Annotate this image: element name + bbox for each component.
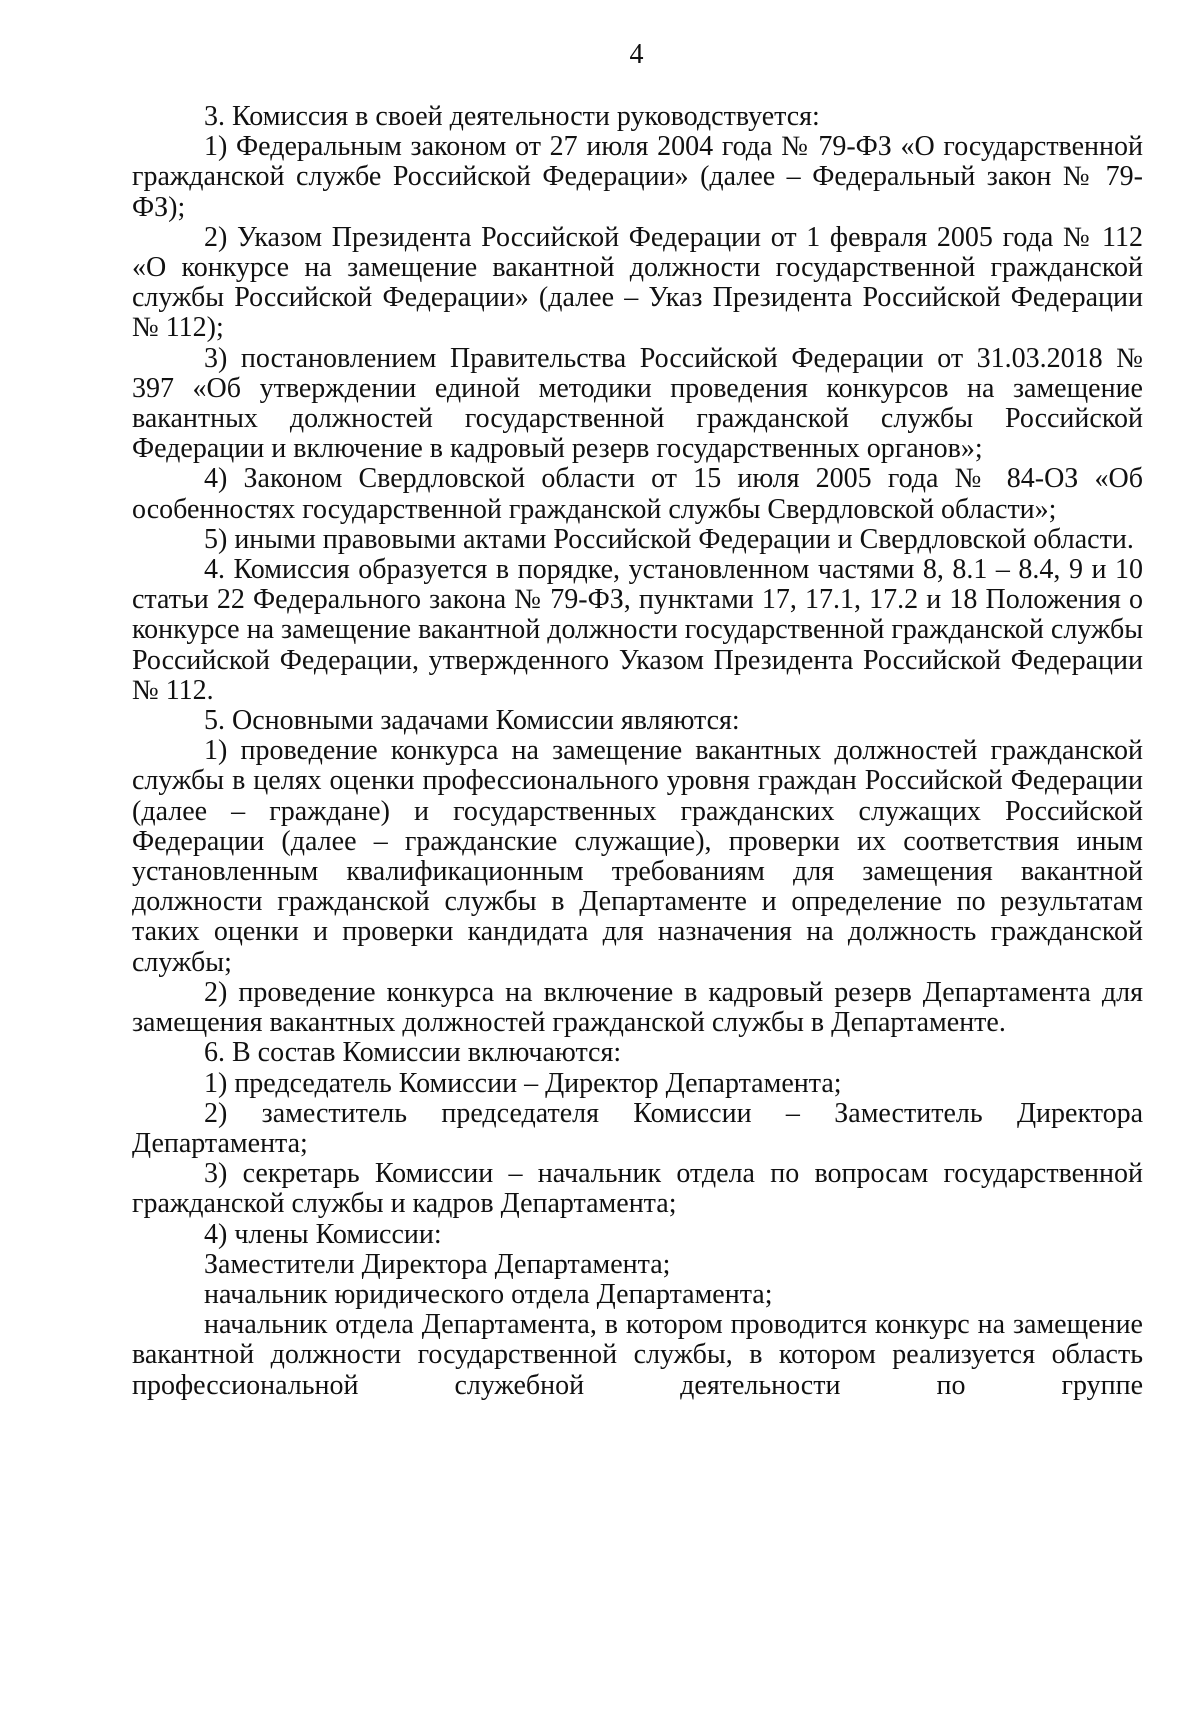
- paragraph-3-heading: 3. Комиссия в своей деятельности руководствуется:: [204, 101, 820, 132]
- list-item-task-2: 2) проведение конкурса на включение в кадровый резерв Департамента для замещения вакантных должностей гражданской службы в Департаменте.: [132, 976, 1143, 1039]
- list-item-task-1: 1) проведение конкурса на замещение вакантных должностей гражданской службы в целях оценки профессионального уровня граждан Российской Федерации (далее – граждане) и государственных гражданских служащих Российской Федерации (далее – гражданские служащие), проверки их соответствия иным установленным квалификационным требованиям для замещения вакантной должности гражданской службы в Департаменте и определение по результатам таких оценки и проверки кандидата для назначения на должность гражданской службы;: [132, 735, 1143, 978]
- list-item-federal-law: 1) Федеральным законом от 27 июля 2004 года № 79-ФЗ «О государственной гражданской службе Российской Федерации» (далее – Федеральный закон № 79-ФЗ);: [132, 131, 1143, 223]
- member-department-head: начальник отдела Департамента, в котором проводится конкурс на замещение вакантной должности государственной службы, в котором реализуется область профессиональной служебной деятельности по группе: [132, 1309, 1143, 1401]
- list-item-other-acts: 5) иными правовыми актами Российской Федерации и Свердловской области.: [204, 523, 1134, 555]
- paragraph-6-heading: 6. В состав Комиссии включаются:: [204, 1037, 622, 1069]
- list-item-president-decree: 2) Указом Президента Российской Федерации от 1 февраля 2005 года № 112 «О конкурсе на замещение вакантной должности государственной гражданской службы Российской Федерации» (далее – Указ Президента Российской Федерации № 112);: [132, 221, 1143, 344]
- paragraph-5-heading: 5. Основными задачами Комиссии являются:: [204, 705, 740, 737]
- page-number: 4: [629, 39, 644, 70]
- list-item-secretary: 3) секретарь Комиссии – начальник отдела по вопросам государственной гражданской службы и кадров Департамента;: [132, 1158, 1143, 1220]
- member-legal-head: начальник юридического отдела Департамента;: [204, 1278, 773, 1310]
- list-item-members-heading: 4) члены Комиссии:: [204, 1218, 442, 1250]
- list-item-regional-law: 4) Законом Свердловской области от 15 июля 2005 года № 84-ОЗ «Об особенностях государственной гражданской службы Свердловской области»;: [132, 463, 1143, 525]
- member-deputy-directors: Заместители Директора Департамента;: [204, 1248, 671, 1280]
- paragraph-4: 4. Комиссия образуется в порядке, установленном частями 8, 8.1 – 8.4, 9 и 10 статьи 22 Федерального закона № 79-ФЗ, пунктами 17, 17.1, 17.2 и 18 Положения о конкурсе на замещение вакантной должности государственной гражданской службы Российской Федерации, утвержденного Указом Президента Российской Федерации № 112.: [132, 554, 1143, 706]
- list-item-government-resolution: 3) постановлением Правительства Российской Федерации от 31.03.2018 № 397 «Об утверждении единой методики проведения конкурсов на замещение вакантных должностей государственной гражданской службы Российской Федерации и включение в кадровый резерв государственных органов»;: [132, 342, 1143, 465]
- document-body: [132, 102, 1143, 1401]
- list-item-chairman: 1) председатель Комиссии – Директор Департамента;: [204, 1067, 842, 1099]
- list-item-deputy-chairman: 2) заместитель председателя Комиссии – Заместитель Директора Департамента;: [132, 1097, 1143, 1159]
